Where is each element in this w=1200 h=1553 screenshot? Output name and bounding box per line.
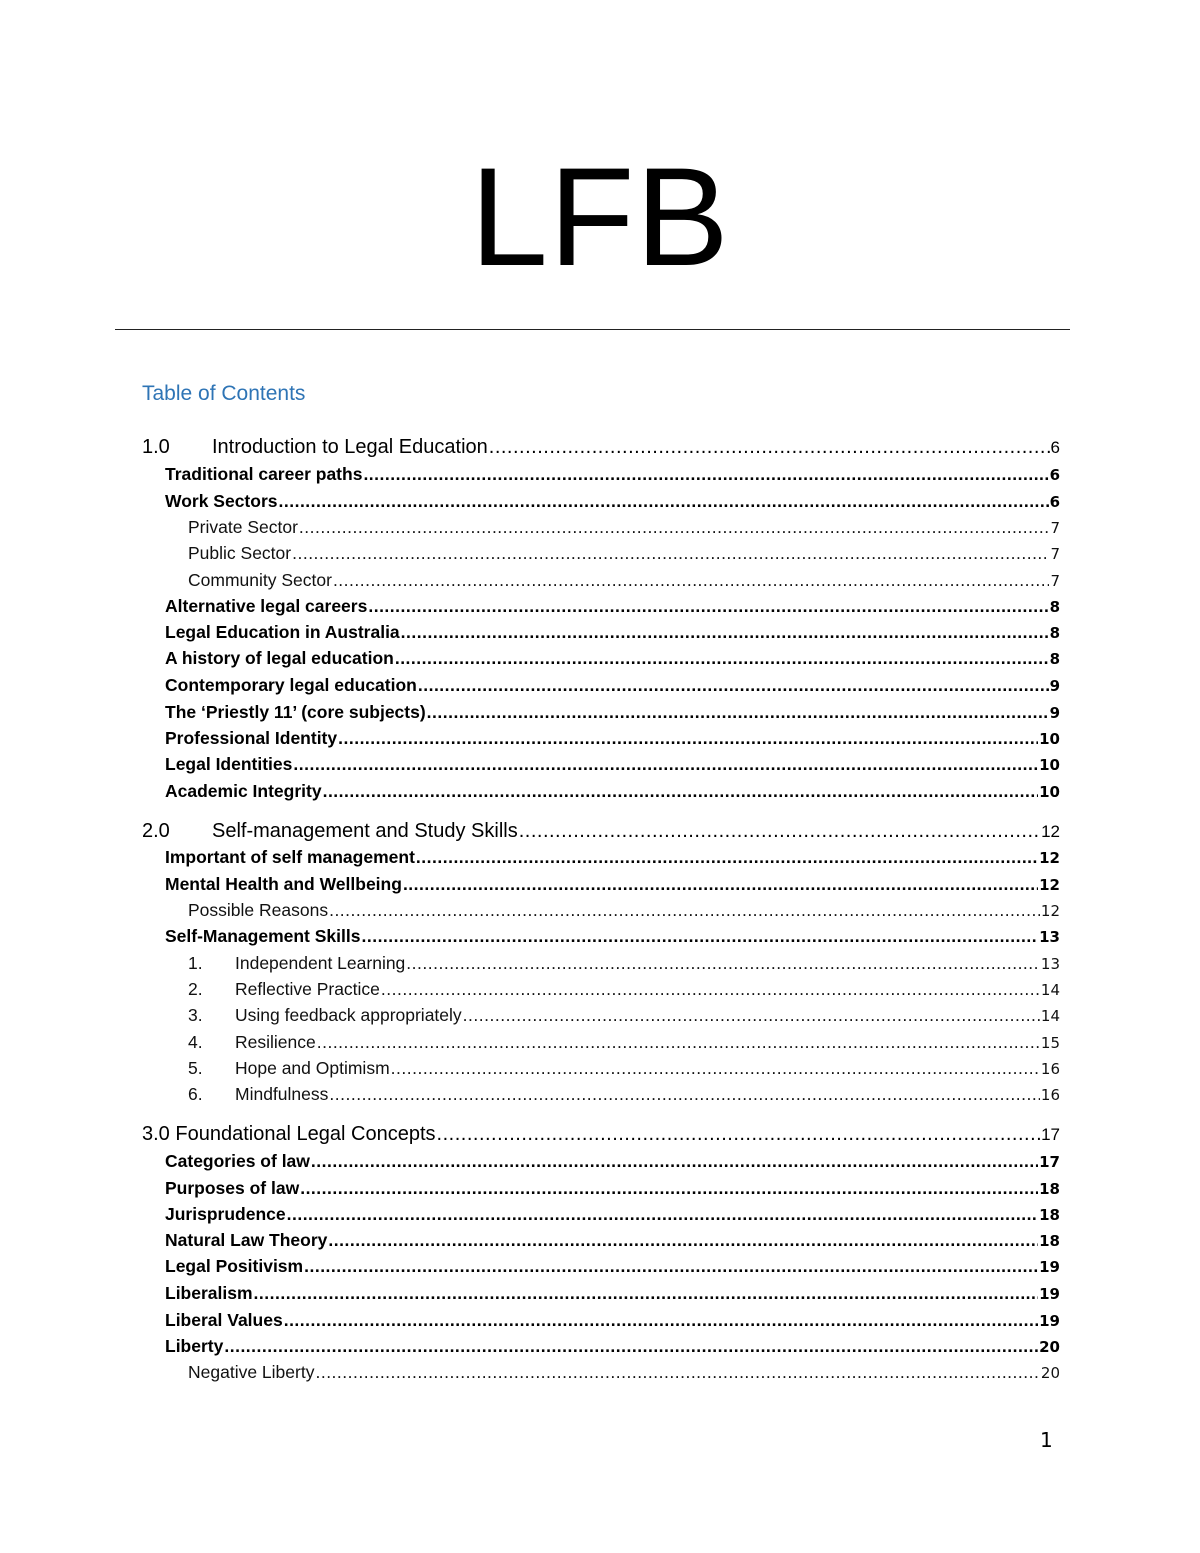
toc-entry-label: Private Sector (188, 517, 298, 537)
toc-entry[interactable] (188, 898, 1060, 923)
toc-entry-page: 9 (1049, 704, 1060, 722)
toc-entry-label: Alternative legal careers (165, 596, 368, 616)
toc-dot-leader (489, 434, 1050, 460)
toc-entry-number: 3. (188, 1005, 203, 1025)
toc-entry-page: 8 (1049, 650, 1060, 668)
toc-entry[interactable] (165, 594, 1060, 619)
toc-entry-label: Introduction to Legal Education (212, 436, 488, 458)
toc-entry-label: Using feedback appropriately (235, 1005, 462, 1025)
toc-entry-page: 15 (1040, 1034, 1060, 1052)
toc-entry-page: 12 (1041, 822, 1060, 841)
toc-entry[interactable] (165, 1254, 1060, 1279)
toc-entry-page: 18 (1039, 1180, 1060, 1198)
toc-entry-label: Academic Integrity (165, 781, 322, 801)
toc-entry[interactable] (165, 700, 1060, 725)
toc-entry[interactable] (142, 1121, 1060, 1148)
toc-entry-page: 13 (1040, 955, 1060, 973)
toc-entry-page: 20 (1040, 1364, 1060, 1382)
toc-dot-leader (406, 951, 1040, 975)
toc-entry[interactable] (165, 1149, 1060, 1174)
toc-entry-label: Mental Health and Wellbeing (165, 874, 402, 894)
toc-entry-label: Legal Identities (165, 754, 293, 774)
toc-dot-leader (519, 818, 1040, 844)
toc-entry-label: Mindfulness (235, 1084, 329, 1104)
toc-entry-label: Self-Management Skills (165, 926, 361, 946)
toc-entry[interactable] (165, 1308, 1060, 1333)
toc-entry-label: A history of legal education (165, 648, 394, 668)
toc-dot-leader (437, 1121, 1041, 1147)
toc-entry-page: 19 (1039, 1258, 1060, 1276)
page-number: 1 (1040, 1428, 1053, 1452)
toc-entry[interactable] (188, 1056, 1060, 1081)
toc-entry-label: Traditional career paths (165, 464, 363, 484)
toc-entry[interactable] (165, 845, 1060, 870)
toc-dot-leader (363, 462, 1048, 486)
toc-entry-page: 14 (1040, 981, 1060, 999)
toc-entry[interactable] (165, 924, 1060, 949)
toc-entry[interactable] (165, 1176, 1060, 1201)
toc-heading: Table of Contents (142, 382, 306, 405)
toc-entry-page: 20 (1039, 1338, 1060, 1356)
toc-entry-label: Hope and Optimism (235, 1058, 390, 1078)
toc-dot-leader (333, 568, 1050, 592)
toc-dot-leader (300, 1176, 1038, 1200)
toc-entry-number: 2.0 (142, 820, 170, 842)
toc-dot-leader (224, 1334, 1038, 1358)
toc-dot-leader (427, 700, 1049, 724)
toc-entry-page: 10 (1039, 730, 1060, 748)
toc-entry-page: 18 (1039, 1232, 1060, 1250)
toc-dot-leader (401, 620, 1049, 644)
toc-entry[interactable] (165, 646, 1060, 671)
toc-entry-page: 8 (1049, 624, 1060, 642)
toc-entry-page: 13 (1039, 928, 1060, 946)
toc-entry-label: Important of self management (165, 847, 415, 867)
toc-entry-page: 17 (1039, 1153, 1060, 1171)
toc-entry[interactable] (165, 620, 1060, 645)
toc-entry-page: 12 (1040, 902, 1060, 920)
toc-entry[interactable] (188, 1030, 1060, 1055)
toc-entry-page: 19 (1039, 1312, 1060, 1330)
toc-entry-page: 12 (1039, 876, 1060, 894)
toc-entry-page: 16 (1040, 1086, 1060, 1104)
toc-entry-number: 6. (188, 1084, 203, 1104)
toc-entry-label: Liberalism (165, 1283, 253, 1303)
toc-entry-label: Purposes of law (165, 1178, 300, 1198)
toc-dot-leader (403, 872, 1038, 896)
toc-dot-leader (391, 1056, 1040, 1080)
toc-dot-leader (329, 898, 1040, 922)
toc-dot-leader (361, 924, 1038, 948)
toc-entry-page: 6 (1050, 438, 1060, 457)
toc-entry-label: Professional Identity (165, 728, 338, 748)
toc-entry-page: 14 (1040, 1007, 1060, 1025)
toc-dot-leader (463, 1003, 1040, 1027)
toc-entry-number: 1.0 (142, 436, 170, 458)
toc-entry-label: The ‘Priestly 11’ (core subjects) (165, 702, 426, 722)
toc-entry[interactable] (165, 1228, 1060, 1253)
toc-entry-label: Natural Law Theory (165, 1230, 328, 1250)
toc-entry[interactable] (165, 752, 1060, 777)
toc-dot-leader (299, 515, 1050, 539)
toc-dot-leader (315, 1360, 1039, 1384)
toc-entry[interactable] (188, 977, 1060, 1002)
toc-entry[interactable] (165, 1334, 1060, 1359)
toc-dot-leader (254, 1281, 1039, 1305)
toc-entry-label: Public Sector (188, 543, 292, 563)
toc-entry-page: 7 (1050, 572, 1060, 590)
toc-dot-leader (418, 673, 1049, 697)
toc-entry[interactable] (165, 1281, 1060, 1306)
toc-entry[interactable] (142, 818, 1060, 845)
toc-entry[interactable] (188, 541, 1060, 566)
toc-entry[interactable] (165, 489, 1060, 514)
toc-dot-leader (293, 752, 1038, 776)
toc-entry-page: 12 (1039, 849, 1060, 867)
toc-entry-page: 8 (1049, 598, 1060, 616)
toc-dot-leader (284, 1308, 1038, 1332)
toc-dot-leader (304, 1254, 1038, 1278)
toc-entry[interactable] (188, 1360, 1060, 1385)
toc-entry[interactable] (188, 1082, 1060, 1107)
toc-entry-number: 5. (188, 1058, 203, 1078)
toc-entry[interactable] (165, 726, 1060, 751)
toc-entry-label: Community Sector (188, 570, 332, 590)
toc-entry[interactable] (188, 568, 1060, 593)
toc-dot-leader (311, 1149, 1038, 1173)
toc-entry-label: Possible Reasons (188, 900, 329, 920)
toc-dot-leader (323, 779, 1039, 803)
toc-entry-label: Resilience (235, 1032, 316, 1052)
toc-entry[interactable] (165, 779, 1060, 804)
toc-entry[interactable] (165, 673, 1060, 698)
toc-entry-page: 9 (1049, 677, 1060, 695)
toc-entry-number: 2. (188, 979, 203, 999)
toc-entry-label: Reflective Practice (235, 979, 380, 999)
toc-entry-page: 10 (1039, 756, 1060, 774)
toc-entry-label: Work Sectors (165, 491, 278, 511)
toc-entry-label: Independent Learning (235, 953, 406, 973)
toc-entry-number: 1. (188, 953, 203, 973)
toc-entry-page: 17 (1041, 1125, 1060, 1144)
toc-entry-label: Categories of law (165, 1151, 310, 1171)
toc-dot-leader (279, 489, 1049, 513)
toc-entry-page: 7 (1050, 545, 1060, 563)
toc-entry[interactable] (188, 951, 1060, 976)
toc-entry-page: 6 (1049, 466, 1060, 484)
toc-entry-page: 19 (1039, 1285, 1060, 1303)
toc-entry[interactable] (165, 1202, 1060, 1227)
toc-entry[interactable] (165, 872, 1060, 897)
toc-dot-leader (317, 1030, 1040, 1054)
toc-entry[interactable] (188, 515, 1060, 540)
toc-entry-page: 7 (1050, 519, 1060, 537)
toc-entry-label: 3.0 Foundational Legal Concepts (142, 1123, 436, 1145)
toc-entry[interactable] (142, 434, 1060, 461)
toc-dot-leader (328, 1228, 1038, 1252)
toc-dot-leader (368, 594, 1048, 618)
toc-entry-label: Legal Positivism (165, 1256, 304, 1276)
toc-entry-page: 18 (1039, 1206, 1060, 1224)
toc-dot-leader (329, 1082, 1040, 1106)
toc-dot-leader (292, 541, 1049, 565)
toc-entry-page: 16 (1040, 1060, 1060, 1078)
toc-dot-leader (338, 726, 1038, 750)
document-title: LFB (470, 138, 730, 295)
toc-entry-label: Jurisprudence (165, 1204, 286, 1224)
toc-entry-label: Liberal Values (165, 1310, 283, 1330)
toc-entry-page: 10 (1039, 783, 1060, 801)
toc-dot-leader (287, 1202, 1039, 1226)
toc-entry-label: Legal Education in Australia (165, 622, 400, 642)
toc-entry-label: Self-management and Study Skills (212, 820, 518, 842)
toc-entry-label: Negative Liberty (188, 1362, 315, 1382)
toc-entry[interactable] (165, 462, 1060, 487)
toc-entry-page: 6 (1049, 493, 1060, 511)
toc-entry-label: Contemporary legal education (165, 675, 417, 695)
toc-dot-leader (381, 977, 1040, 1001)
toc-entry-label: Liberty (165, 1336, 224, 1356)
toc-dot-leader (416, 845, 1038, 869)
toc-entry[interactable] (188, 1003, 1060, 1028)
title-divider (115, 329, 1070, 330)
toc-dot-leader (395, 646, 1049, 670)
toc-entry-number: 4. (188, 1032, 203, 1052)
